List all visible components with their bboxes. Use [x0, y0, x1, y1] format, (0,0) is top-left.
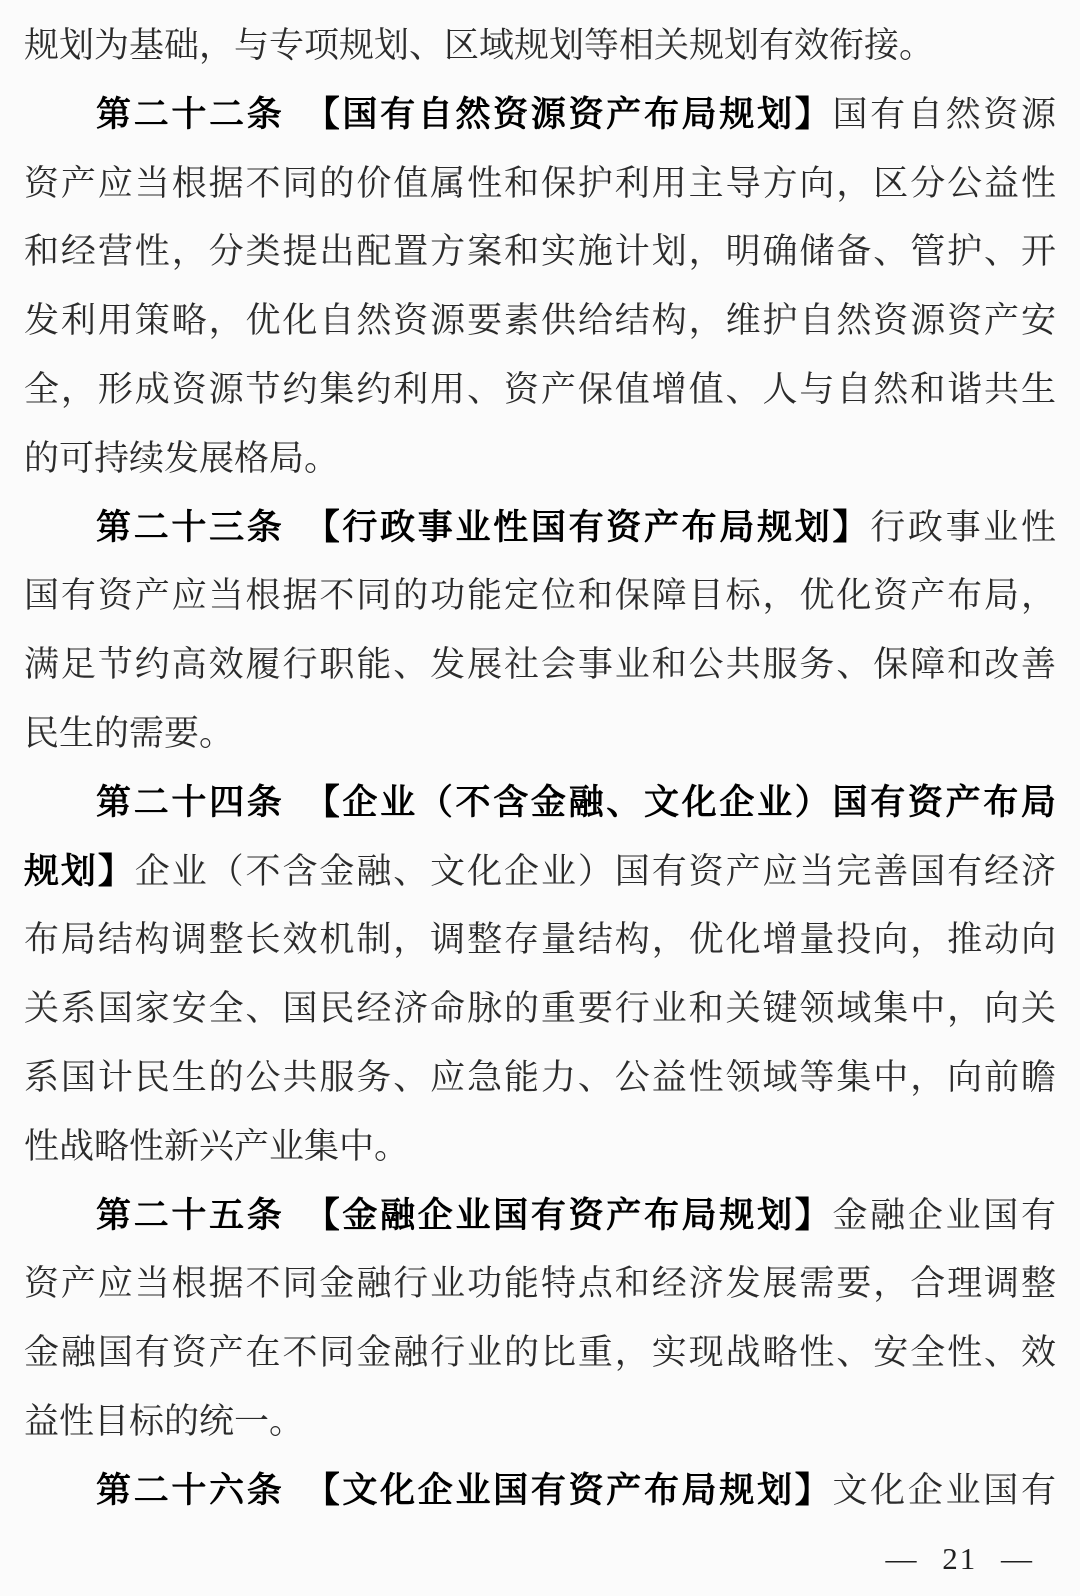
document-body: [24, 12, 1056, 1526]
article-body-text: 金融企业国有: [832, 1195, 1056, 1235]
article-heading-line: [24, 838, 1056, 907]
article-body-text: 国有资产应当根据不同的功能定位和保障目标，优化资产布局，: [24, 576, 1056, 616]
page-number: — 21 —: [885, 1541, 1034, 1576]
article-number-title: 规划】: [24, 851, 135, 891]
body-text-line: [24, 631, 1056, 700]
article-number-title: 第二十五条 【金融企业国有资产布局规划】: [96, 1195, 833, 1235]
article-body-text: 国有自然资源: [832, 94, 1056, 134]
article-heading-line: [24, 494, 1056, 563]
article-body-text: 全，形成资源节约集约利用、资产保值增值、人与自然和谐共生: [24, 369, 1056, 409]
body-text-line: [24, 356, 1056, 425]
article-number-title: 第二十三条 【行政事业性国有资产布局规划】: [96, 507, 871, 547]
article-body-text: 和经营性，分类提出配置方案和实施计划，明确储备、管护、开: [24, 232, 1056, 272]
article-body-text: 金融国有资产在不同金融行业的比重，实现战略性、安全性、效: [24, 1333, 1056, 1373]
body-text-line: [24, 1319, 1056, 1388]
article-body-text: 规划为基础，与专项规划、区域规划等相关规划有效衔接。: [24, 26, 935, 65]
article-body-text: 资产应当根据不同的价值属性和保护利用主导方向，区分公益性: [24, 163, 1056, 203]
article-body-text: 系国计民生的公共服务、应急能力、公益性领域等集中，向前瞻: [24, 1057, 1056, 1097]
article-body-text: 文化企业国有: [832, 1470, 1056, 1510]
article-number-title: 第二十二条 【国有自然资源资产布局规划】: [96, 94, 833, 134]
article-body-text: 益性目标的统一。: [24, 1401, 305, 1441]
article-body-text: 发利用策略，优化自然资源要素供给结构，维护自然资源资产安: [24, 301, 1056, 341]
body-text-line: [24, 150, 1056, 219]
article-body-text: 布局结构调整长效机制，调整存量结构，优化增量投向，推动向: [24, 920, 1056, 960]
body-text-line: [24, 562, 1056, 631]
article-heading-line: [24, 1457, 1056, 1526]
article-heading-line: [24, 81, 1056, 150]
article-number-title: 第二十四条 【企业（不含金融、文化企业）国有资产布局: [96, 782, 1056, 822]
body-text-line: [24, 287, 1056, 356]
body-text-line: [24, 1044, 1056, 1113]
body-text-line: [24, 1250, 1056, 1319]
article-body-text: 关系国家安全、国民经济命脉的重要行业和关键领域集中，向关: [24, 989, 1056, 1029]
body-text-line: [24, 218, 1056, 287]
article-number-title: 第二十六条 【文化企业国有资产布局规划】: [96, 1470, 833, 1510]
body-text-line: [24, 12, 1056, 81]
body-text-line: [24, 425, 1056, 494]
article-body-text: 企业（不含金融、文化企业）国有资产应当完善国有经济: [134, 851, 1056, 891]
body-text-line: [24, 906, 1056, 975]
article-heading-line: [24, 1182, 1056, 1251]
body-text-line: [24, 975, 1056, 1044]
article-body-text: 资产应当根据不同金融行业功能特点和经济发展需要，合理调整: [24, 1264, 1056, 1304]
body-text-line: [24, 1388, 1056, 1457]
article-body-text: 满足节约高效履行职能、发展社会事业和公共服务、保障和改善: [24, 645, 1056, 685]
article-body-text: 行政事业性: [870, 507, 1056, 547]
body-text-line: [24, 1113, 1056, 1182]
article-body-text: 的可持续发展格局。: [24, 438, 340, 478]
article-heading-line: [24, 769, 1056, 838]
article-body-text: 民生的需要。: [24, 713, 235, 753]
body-text-line: [24, 700, 1056, 769]
article-body-text: 性战略性新兴产业集中。: [24, 1126, 410, 1166]
